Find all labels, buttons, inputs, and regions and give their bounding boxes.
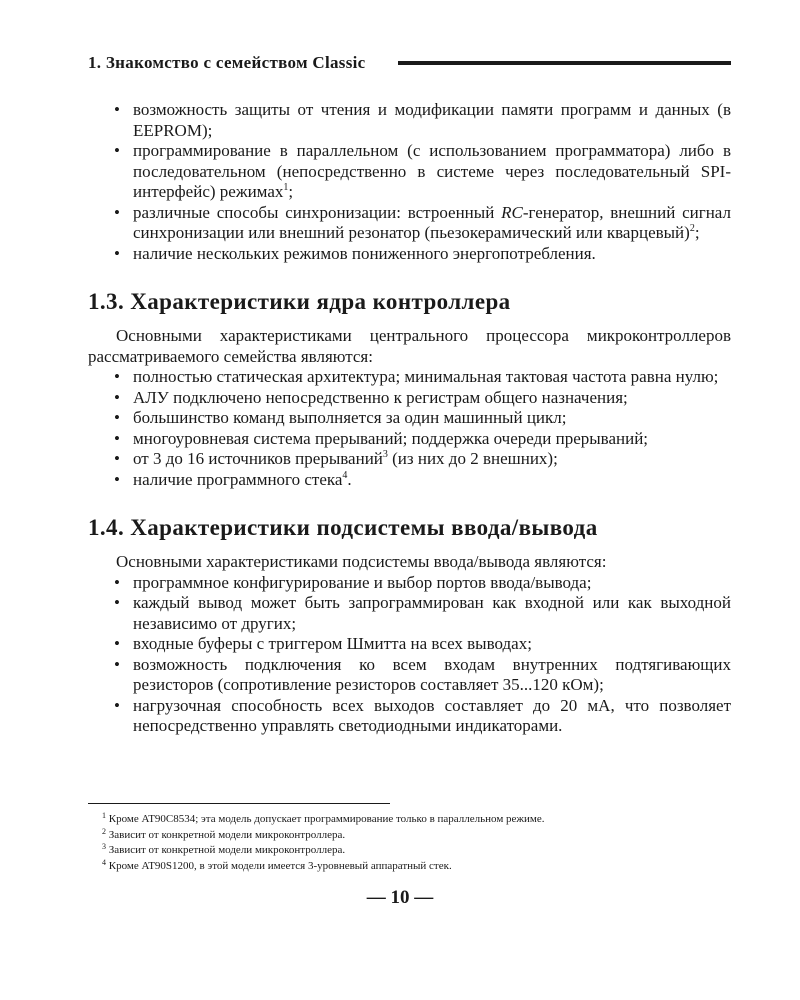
footnote-separator <box>88 803 390 804</box>
list-item: • входные буферы с триггером Шмитта на всех выводах; <box>88 634 731 655</box>
list-item: • программное конфигурирование и выбор портов ввода/вывода; <box>88 573 731 594</box>
list-item: • наличие программного стека$^4$. <box>88 470 731 491</box>
list-item: • нагрузочная способность всех выходов составляет до 20 мА, что позволяет непосредственно управлять светодиодными индикаторами. <box>88 696 731 737</box>
running-head <box>88 52 731 74</box>
running-head-rule <box>398 61 732 65</box>
core-feature-list <box>88 367 731 490</box>
io-feature-list <box>88 573 731 737</box>
list-item: • программирование в параллельном (с использованием программатора) либо в последовательном (непосредственно в системе через последовательный SPI-интерфейс) режимах$^1$; <box>88 141 731 203</box>
page-body <box>88 100 731 737</box>
list-item: • полностью статическая архитектура; минимальная тактовая частота равна нулю; <box>88 367 731 388</box>
running-head-title: 1. Знакомство с семейством Classic <box>88 53 366 72</box>
list-item: • возможность защиты от чтения и модификации памяти программ и данных (в EEPROM); <box>88 100 731 141</box>
list-item: • многоуровневая система прерываний; поддержка очереди прерываний; <box>88 429 731 450</box>
footnote: $^4$ Кроме AT90S1200, в этой модели имеется 3-уровневый аппаратный стек. <box>102 857 452 872</box>
list-item: • АЛУ подключено непосредственно к регистрам общего назначения; <box>88 388 731 409</box>
intro-feature-list <box>88 100 731 264</box>
footnotes <box>88 812 728 874</box>
list-item: • возможность подключения ко всем входам внутренних подтягивающих резисторов (сопротивление резисторов составляет 35...120 кОм); <box>88 655 731 696</box>
section-lead-io: Основными характеристиками подсистемы ввода/вывода являются: <box>116 552 607 571</box>
footnote: $^1$ Кроме AT90C8534; эта модель допускает программирование только в параллельном режиме. <box>102 811 545 825</box>
list-item: • большинство команд выполняется за один машинный цикл; <box>88 408 731 429</box>
list-item: • от 3 до 16 источников прерываний$^3$ (из них до 2 внешних); <box>88 449 731 470</box>
list-item: • наличие нескольких режимов пониженного энергопотребления. <box>88 244 731 265</box>
section-heading-io: 1.4. Характеристики подсистемы ввода/вывода <box>88 515 598 540</box>
section-heading-core: 1.3. Характеристики ядра контроллера <box>88 289 511 314</box>
footnote: $^3$ Зависит от конкретной модели микроконтроллера. <box>102 842 346 856</box>
list-item: • различные способы синхронизации: встроенный RC-генератор, внешний сигнал синхронизации или внешний резонатор (пьезокерамический или кварцевый)$^2$; <box>88 203 731 244</box>
list-item: • каждый вывод может быть запрограммирован как входной или как выходной независимо от других; <box>88 593 731 634</box>
footnote-ref: 2 <box>689 223 695 234</box>
footnote-ref: 1 <box>283 182 289 193</box>
footnote-ref: 4 <box>342 469 348 481</box>
footnote-ref: 3 <box>382 449 388 460</box>
page-number: — 10 — <box>366 887 434 908</box>
footnote: $^2$ Зависит от конкретной модели микроконтроллера. <box>102 826 346 841</box>
section-lead-core: Основными характеристиками центрального процессора микроконтроллеров рассматриваемого семейства являются: <box>88 326 731 366</box>
